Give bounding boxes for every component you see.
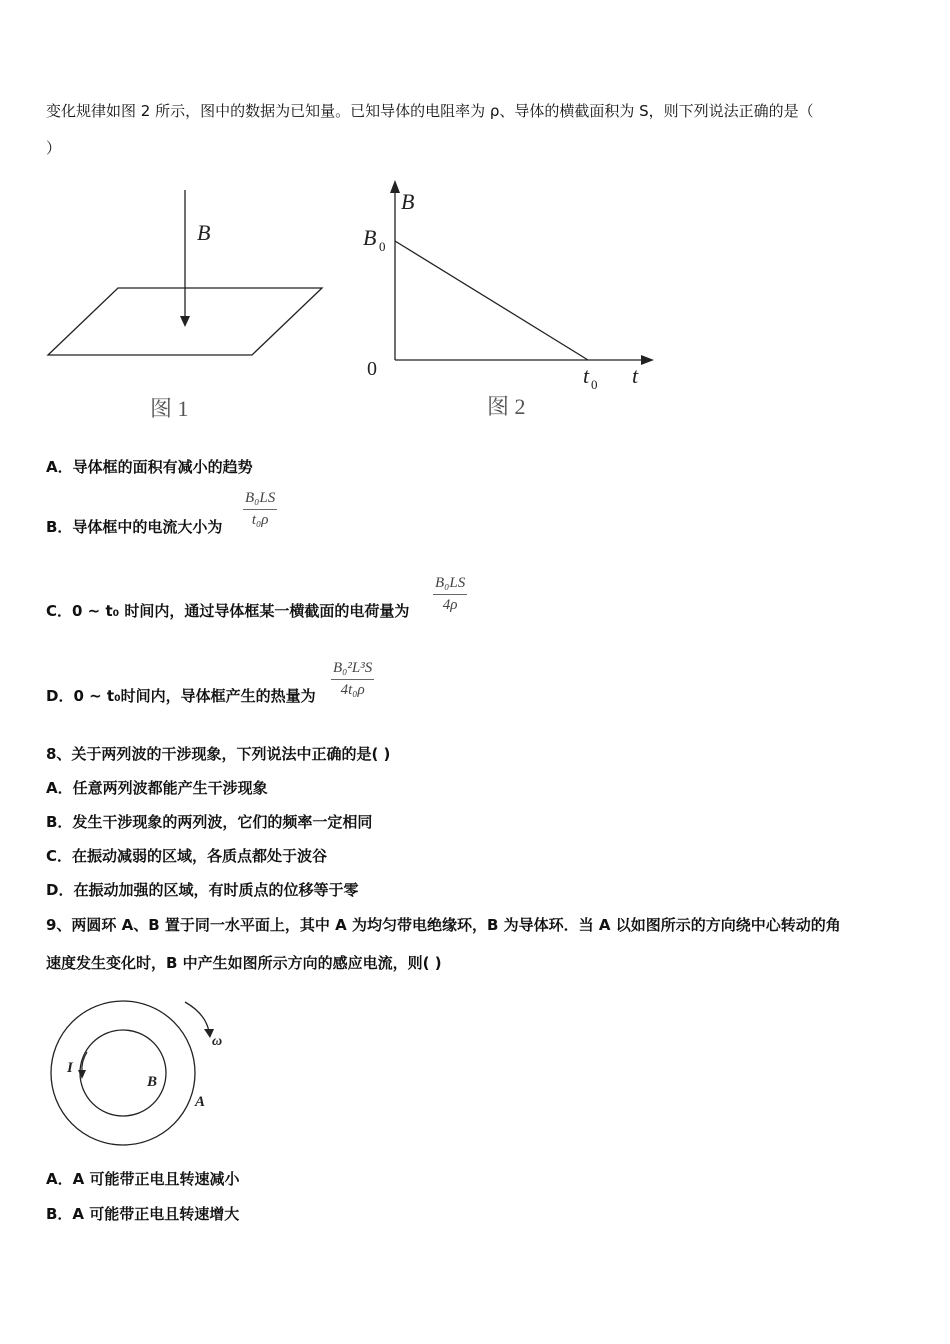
y-axis-label: B (401, 189, 415, 214)
q8-option-c: C．在振动减弱的区域，各质点都处于波谷 (46, 847, 328, 865)
q7-option-b-fraction (243, 490, 277, 529)
omega-label: ω (212, 1034, 223, 1049)
q7-option-c: C．0 ~ t₀ 时间内，通过导体框某一横截面的电荷量为 (46, 602, 410, 620)
inner-ring-b (80, 1030, 166, 1116)
b-t-line (395, 241, 588, 360)
ring-a-label: A (195, 1094, 206, 1110)
figure-1 (40, 180, 340, 425)
b0-subscript: 0 (379, 239, 386, 254)
q7-option-a: A．导体框的面积有减小的趋势 (46, 458, 253, 476)
fraction-numerator: B₀LS (433, 575, 467, 595)
figure-rings (40, 990, 240, 1150)
q8-stem: 8、关于两列波的干涉现象，下列说法中正确的是( ) (46, 745, 391, 763)
fraction-denominator: t₀ρ (251, 512, 269, 528)
q7-option-b: B．导体框中的电流大小为 (46, 518, 223, 536)
current-arrowhead (78, 1070, 86, 1079)
q8-option-b: B．发生干涉现象的两列波，它们的频率一定相同 (46, 813, 373, 831)
x-axis-label: t (632, 363, 639, 388)
current-label: I (67, 1060, 73, 1076)
t0-label: t (583, 363, 590, 388)
rotation-arrow (185, 1002, 209, 1032)
fraction-numerator: B₀LS (243, 490, 277, 510)
t0-subscript: 0 (591, 377, 598, 392)
figure-2 (355, 175, 665, 425)
fig1-b-label: B (197, 220, 211, 245)
fraction-numerator: B₀²L³S (331, 660, 374, 680)
q8-option-a: A．任意两列波都能产生干涉现象 (46, 779, 268, 797)
q9-option-a: A．A 可能带正电且转速减小 (46, 1170, 240, 1188)
y-axis-arrow (390, 180, 400, 193)
origin-label: 0 (367, 358, 377, 380)
ring-b-label: B (147, 1074, 158, 1090)
fraction-denominator: 4ρ (442, 597, 458, 613)
fig1-caption: 图 1 (150, 396, 189, 421)
q9-stem-line-1: 9、两圆环 A、B 置于同一水平面上，其中 A 为均匀带电绝缘环，B 为导体环．当 A 以如图所示的方向绕中心转动的角 (46, 916, 841, 934)
x-axis-arrow (641, 355, 654, 365)
q9-stem-line-2: 速度发生变化时，B 中产生如图所示方向的感应电流，则( ) (46, 954, 442, 972)
q8-option-d: D．在振动加强的区域，有时质点的位移等于零 (46, 881, 359, 899)
q9-option-b: B．A 可能带正电且转速增大 (46, 1205, 240, 1223)
intro-line-1: 变化规律如图 2 所示，图中的数据为已知量。已知导体的电阻率为 ρ、导体的横截面积为 S，则下列说法正确的是（ (46, 102, 814, 120)
fraction-denominator: 4t₀ρ (340, 682, 365, 698)
q7-option-c-fraction (433, 575, 467, 614)
q7-option-d: D．0 ~ t₀时间内，导体框产生的热量为 (46, 687, 316, 705)
fig2-caption: 图 2 (487, 394, 526, 419)
q7-option-d-fraction (331, 660, 374, 699)
b0-label: B (363, 225, 377, 250)
field-arrow-head (180, 316, 190, 327)
intro-line-2: ） (46, 139, 62, 157)
